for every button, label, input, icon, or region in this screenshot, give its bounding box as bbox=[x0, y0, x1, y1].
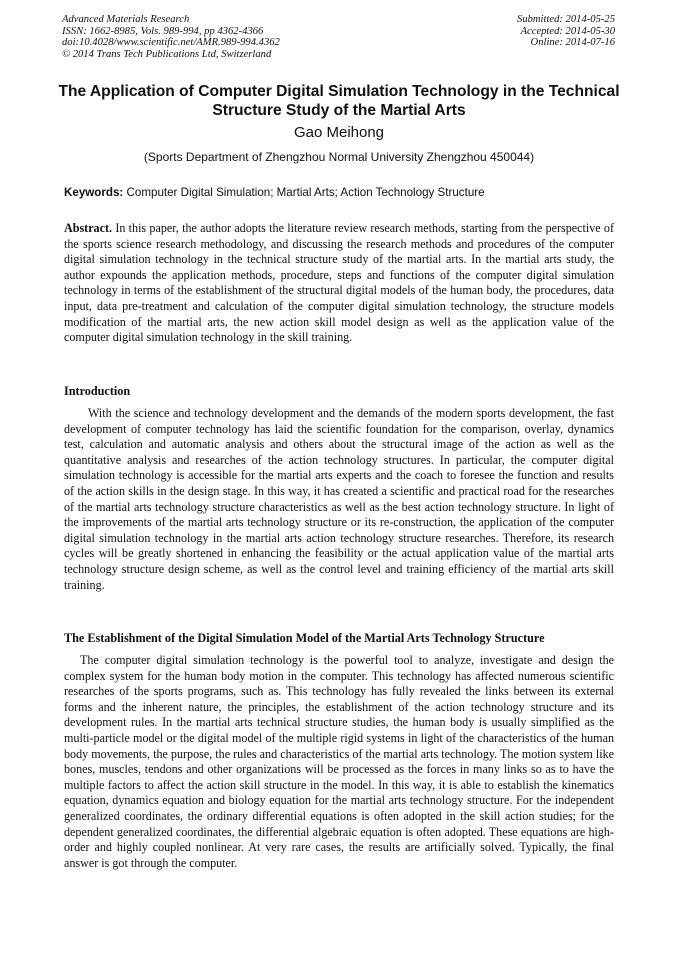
accepted-date: Accepted: 2014-05-30 bbox=[520, 25, 615, 37]
journal-issn: ISSN: 1662-8985, Vols. 989-994, pp 4362-4366 bbox=[62, 25, 264, 37]
abstract bbox=[64, 221, 614, 346]
abstract-text: In this paper, the author adopts the literature review research methods, starting from the perspective of the sports science research methodology, and discussing the research methods and procedures of the computer digital simulation technology in the technical structure study of the martial arts. In the martial arts study, the author expounds the application methods, procedure, steps and functions of the computer digital simulation technology in terms of the establishment of the structural digital models of the human body, the procedures, data input, data pre-treatment and calculation of the computer digital simulation technology, the structure models modification of the martial arts, the new action skill model design as well as the application value of the computer digital simulation technology in the skill training. bbox=[64, 221, 614, 345]
section-heading-establishment: The Establishment of the Digital Simulation Model of the Martial Arts Technology Structure bbox=[64, 631, 545, 645]
online-date: Online: 2014-07-16 bbox=[530, 37, 615, 49]
section-text-establishment: The computer digital simulation technology is the powerful tool to analyze, investigate and design the complex system for the human body motion in the computer. This technology has affected numerous scientific researches of the sports programs, such as. This technology has fully revealed the links between its external forms and the inherent nature, the principles, the establishment of the action technology structure and its development rules. In the martial arts technical structure studies, the human body is usually simplified as the multi-particle model or the digital model of the multiple rigid systems in light of the characteristics of the human body movements, the purpose, the rules and characteristics of the martial arts technology. The motion system like bones, muscles, tendons and other organizations will be processed as the forces in many links so as to have the multiple factors to affect the action skill structure in the model. In this way, it is able to establish the kinematics equation, dynamics equation and biology equation for the martial arts technology structure. For the independent generalized coordinates, the ordinary differential equations is often adopted in the skill action studies; for the dependent generalized coordinates, the differential algebraic equation is often adopted. These equations are high-order and highly coupled nonlinear. At very rare cases, the results are artificially solved. Typically, the final answer is got through the computer. bbox=[64, 653, 614, 870]
section-text-introduction: With the science and technology development and the demands of the modern sports development, the fast development of computer technology has laid the scientific foundation for the comparison, overlay, dynamics test, calculation and automatic analysis and others about the structural image of the action as well as the quantitative analysis and researches of the action technology structures. In particular, the computer digital simulation technology is accessible for the martial arts experts and the coach to foresee the function and results of the action skills in the design stage. In this way, it has created a scientific and practical road for the researches of the martial arts technology structure characteristics as well as the best action technology structure. In light of the improvements of the martial arts technology structure or its re-construction, the application of the computer digital simulation technology in the martial arts action technology structure researches. Therefore, its research cycles will be greatly shortened in enhancing the feasibility or the actual application value of the martial arts technology structure design scheme, as well as the control level and training efficiency of the martial arts skill training. bbox=[64, 406, 614, 592]
author-name: Gao Meihong bbox=[293, 124, 385, 141]
section-heading-introduction: Introduction bbox=[64, 384, 131, 398]
journal-info bbox=[62, 14, 280, 60]
keywords bbox=[64, 186, 624, 200]
author-affiliation: (Sports Department of Zhengzhou Normal University Zhengzhou 450044) bbox=[143, 150, 535, 164]
submitted-date: Submitted: 2014-05-25 bbox=[517, 14, 615, 25]
keywords-text: Computer Digital Simulation; Martial Arts; Action Technology Structure bbox=[126, 186, 485, 199]
keywords-label: Keywords: bbox=[64, 186, 124, 199]
paper-title: The Application of Computer Digital Simulation Technology in the Technical Structure Study of the Martial Arts bbox=[58, 83, 620, 119]
publication-dates bbox=[517, 14, 615, 49]
abstract-label: Abstract. bbox=[64, 221, 113, 235]
journal-name: Advanced Materials Research bbox=[62, 14, 190, 25]
journal-copyright: © 2014 Trans Tech Publications Ltd, Switzerland bbox=[62, 48, 272, 60]
journal-doi: doi:10.4028/www.scientific.net/AMR.989-994.4362 bbox=[62, 37, 280, 49]
